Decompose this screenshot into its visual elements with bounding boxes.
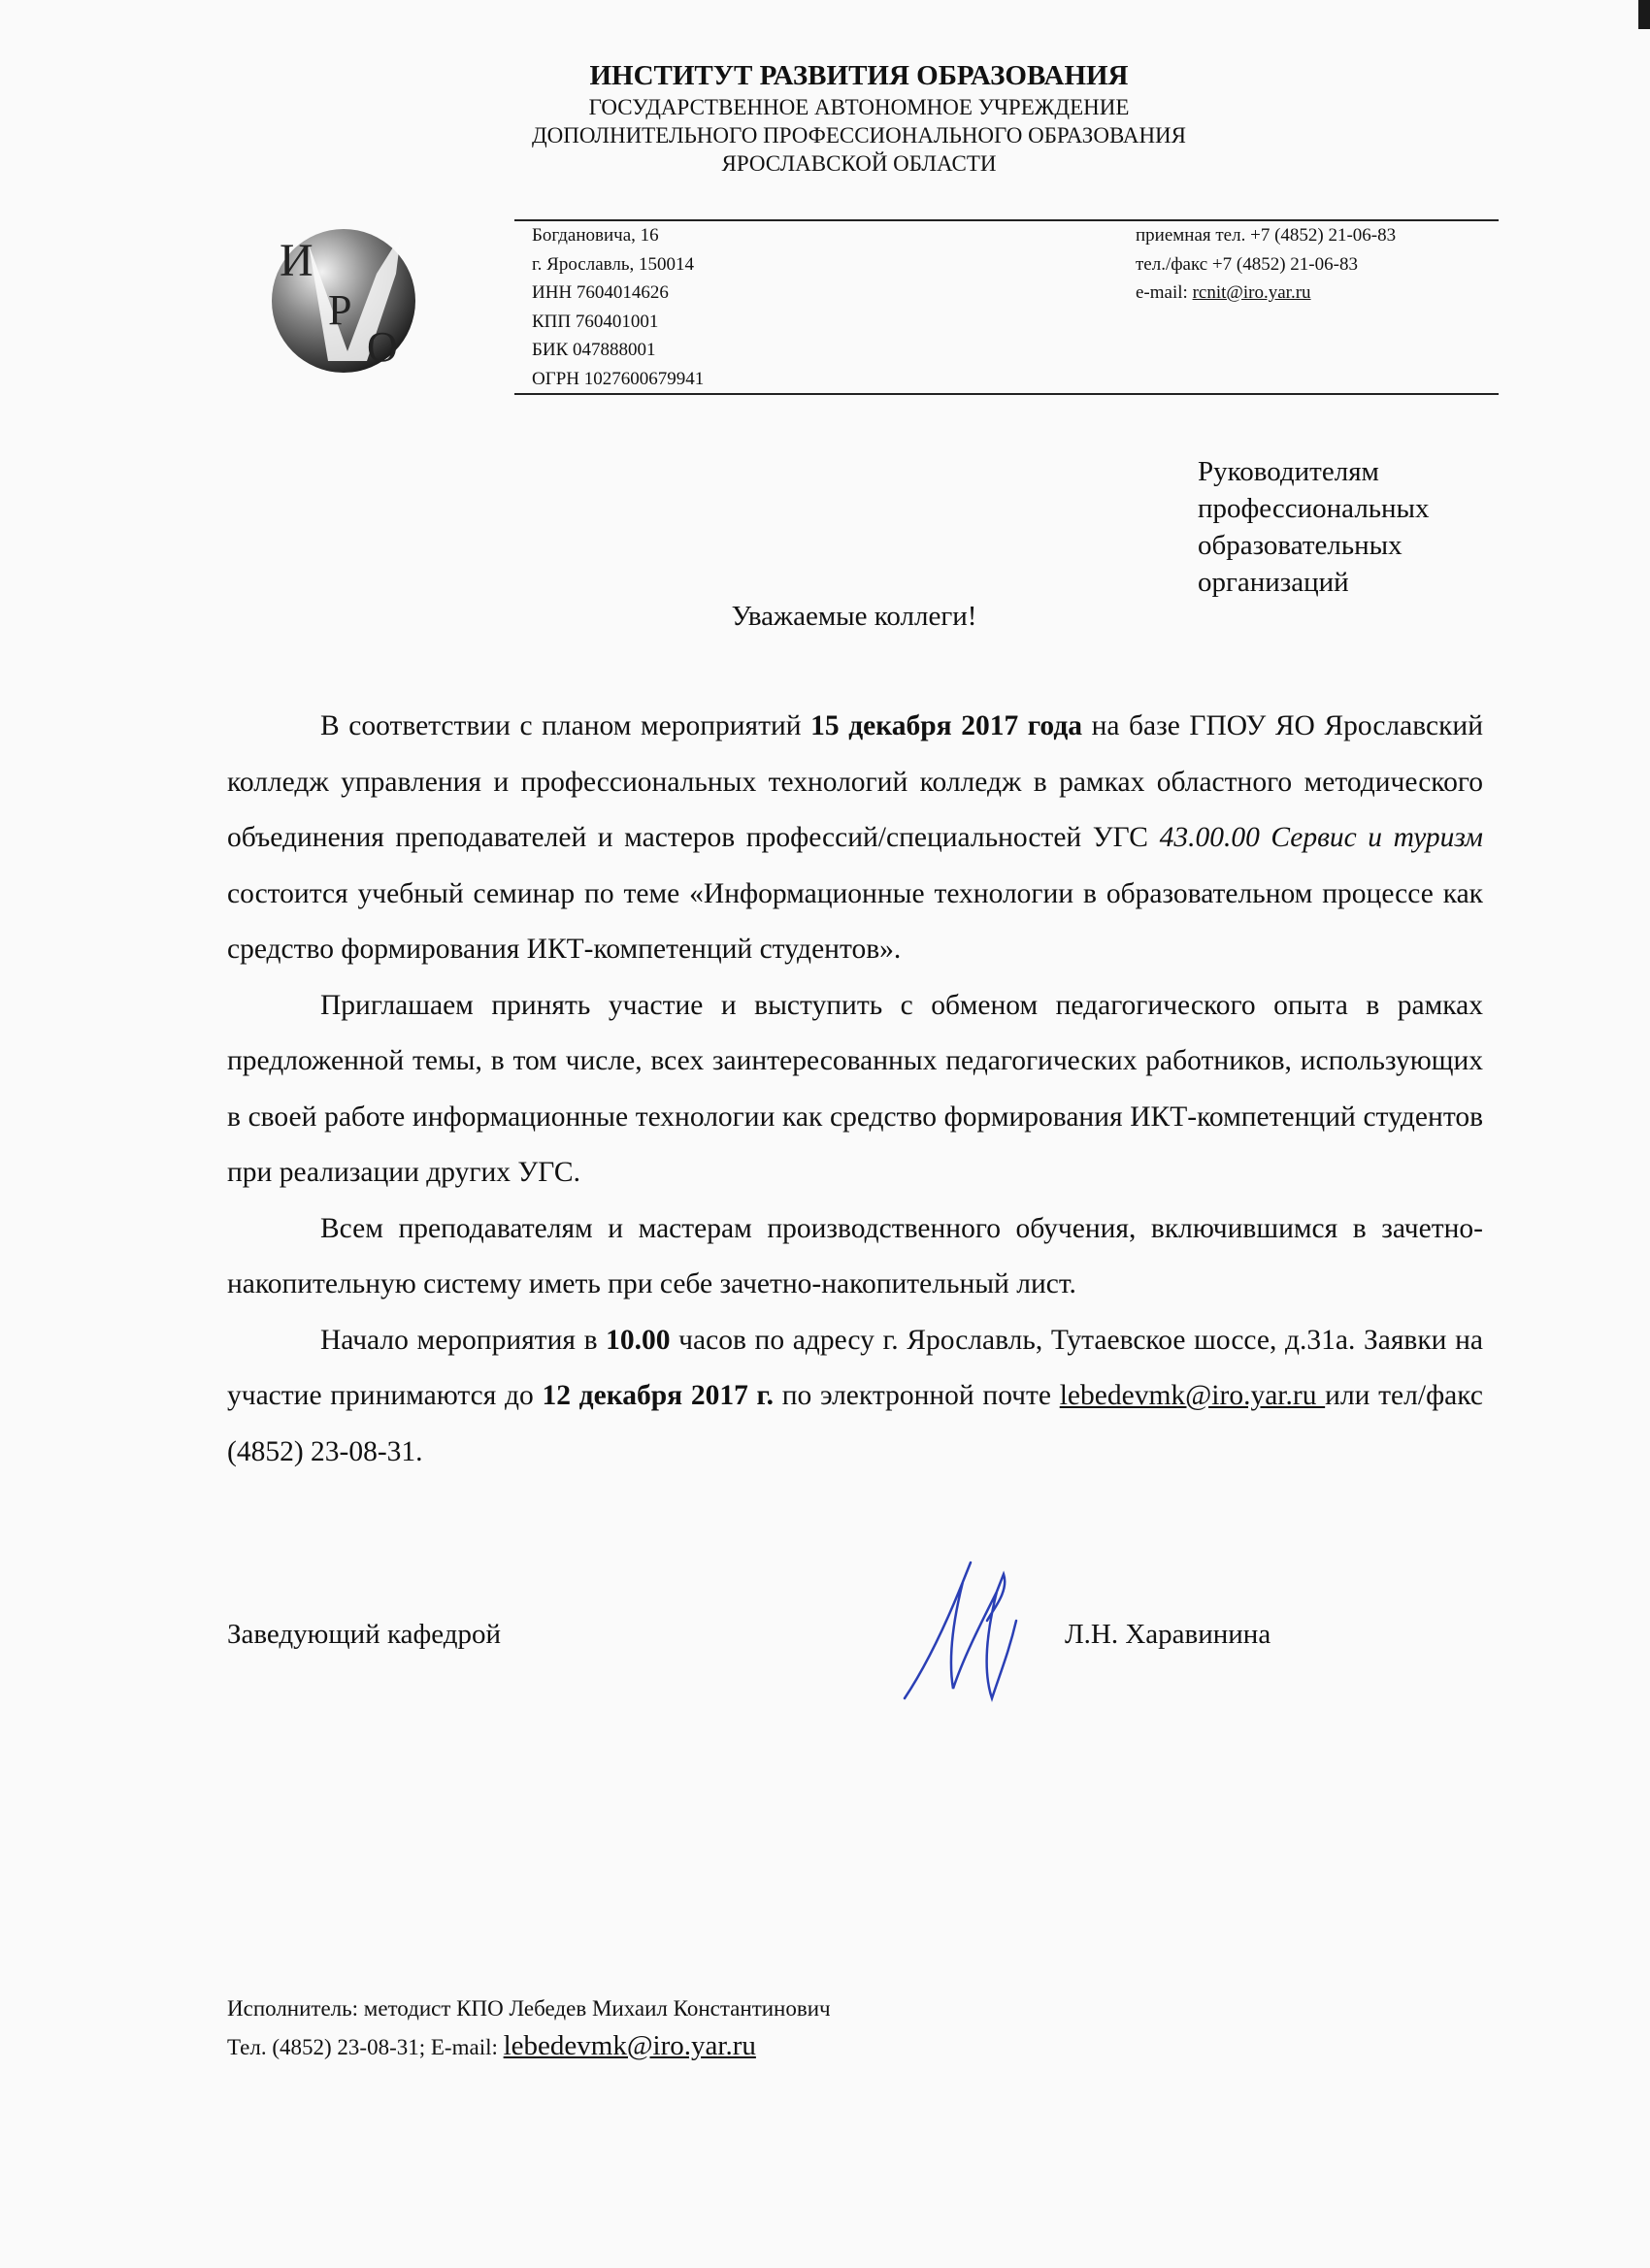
signatory-role: Заведующий кафедрой [227,1619,502,1650]
executor-line: Исполнитель: методист КПО Лебедев Михаил Константинович [227,1996,831,2021]
address-city: г. Ярославль, 150014 [532,253,695,275]
signatory-name: Л.Н. Харавинина [1065,1619,1271,1650]
executor-email-link[interactable]: lebedevmk@iro.yar.ru [503,2030,756,2061]
executor-contact [227,2027,831,2066]
paragraph-1 [227,699,1483,978]
phone-reception: приемная тел. +7 (4852) 21-06-83 [1136,225,1397,246]
addressee-line: образовательных [1198,530,1402,561]
start-time: 10.00 [606,1324,671,1356]
event-date: 15 декабря 2017 года [810,710,1082,741]
p4-text: Начало мероприятия в [320,1324,607,1356]
header-rule-bottom [514,393,1499,395]
ugs-name: 43.00.00 Сервис и туризм [1159,822,1484,853]
bik: БИК 047888001 [532,340,656,360]
svg-text:О: О [367,323,398,371]
svg-text:Р: Р [328,286,352,334]
phone-fax: тел./факс +7 (4852) 21-06-83 [1136,253,1358,275]
email-row [1136,279,1396,308]
header-line-1: ГОСУДАРСТВЕННОЕ АВТОНОМНОЕ УЧРЕЖДЕНИЕ [588,95,1130,119]
requisites-right [1136,221,1396,308]
greeting: Уважаемые коллеги! [731,601,977,632]
paragraph-2: Приглашаем принять участие и выступить с обменом педагогического опыта в рамках предложенной темы, в том числе, всех заинтересованных педагогических работников, использующих в своей работе информационные технологии как средство формирования ИКТ-компетенций студентов при реализации других УГС. [227,989,1483,1188]
inn: ИНН 7604014626 [532,282,669,303]
paragraph-3: Всем преподавателям и мастерам производственного обучения, включившимся в зачетно-накопительную систему иметь при себе зачетно-накопительный лист. [227,1212,1483,1299]
kpp: КПП 760401001 [532,311,659,332]
applications-email-link[interactable]: lebedevmk@iro.yar.ru [1059,1380,1326,1411]
institute-logo [255,215,432,375]
addressee-line: организаций [1198,567,1349,598]
executor-block [227,1990,831,2066]
executor-phone: Тел. (4852) 23-08-31; E-mail: [227,2035,504,2059]
header-line-3: ЯРОСЛАВСКОЙ ОБЛАСТИ [721,151,997,176]
addressee-line: Руководителям [1198,456,1379,487]
addressee-block [1198,453,1430,601]
addressee-line: профессиональных [1198,493,1430,524]
paragraph-4 [227,1313,1483,1481]
header-line-2: ДОПОЛНИТЕЛЬНОГО ПРОФЕССИОНАЛЬНОГО ОБРАЗОВАНИЯ [531,123,1187,148]
p1-text: на базе ГПОУ ЯО Ярославский колледж управления и профессиональных технологий колледж в рамках областного методического объединения преподавателей и мастеров профессий/специальностей УГС [227,710,1483,853]
address-street: Богдановича, 16 [532,225,659,246]
ogrn: ОГРН 1027600679941 [532,368,705,389]
institute-title: ИНСТИТУТ РАЗВИТИЯ ОБРАЗОВАНИЯ [589,60,1129,91]
p4-text: или тел/факс (4852) 23-08-31. [227,1380,1483,1467]
p1-text: В соответствии с планом мероприятий [320,710,811,741]
requisites-left [532,221,704,393]
p1-text: состоится учебный семинар по теме «Информационные технологии в образовательном процессе как средство формирования ИКТ-компетенций студентов». [227,877,1483,965]
institute-email-link[interactable]: rcnit@iro.yar.ru [1192,282,1311,303]
p4-text: по электронной почте [773,1380,1060,1411]
p4-text: часов по адресу г. Ярославль, Тутаевское шоссе, д.31а. Заявки на участие принимаются до [227,1324,1483,1411]
deadline-date: 12 декабря 2017 г. [542,1380,774,1411]
email-label: e-mail: [1136,282,1193,303]
scan-edge [1638,0,1650,29]
letter-body [227,699,1483,1480]
handwritten-signature [895,1553,1031,1727]
svg-text:И: И [280,235,314,286]
